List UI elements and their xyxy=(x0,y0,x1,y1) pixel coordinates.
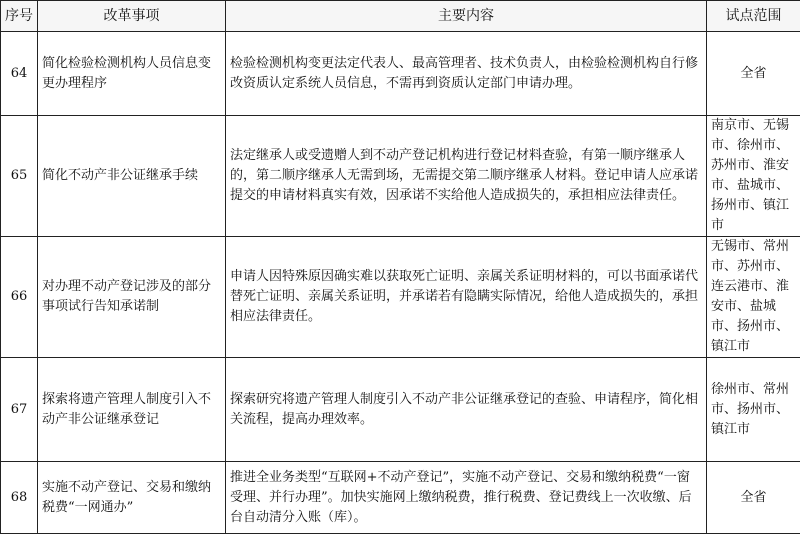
row-number: 67 xyxy=(1,358,38,462)
main-content: 检验检测机构变更法定代表人、最高管理者、技术负责人，由检验检测机构自行修改资质认定系统人员信息，不需再到资质认定部门申请办理。 xyxy=(226,32,707,116)
table-row xyxy=(1,237,800,358)
header-scope: 试点范围 xyxy=(707,1,800,32)
reform-item: 探索将遗产管理人制度引入不动产非公证继承登记 xyxy=(38,358,226,462)
main-content: 法定继承人或受遗赠人到不动产登记机构进行登记材料查验，有第一顺序继承人的，第二顺序继承人无需到场，无需提交第二顺序继承人材料。登记申请人应承诺提交的申请材料真实有效，因承诺不实给他人造成损失的，承担相应法律责任。 xyxy=(226,116,707,237)
main-content: 探索研究将遗产管理人制度引入不动产非公证继承登记的查验、申请程序，简化相关流程，提高办理效率。 xyxy=(226,358,707,462)
pilot-scope: 全省 xyxy=(707,462,800,534)
main-content: 申请人因特殊原因确实难以获取死亡证明、亲属关系证明材料的，可以书面承诺代替死亡证明、亲属关系证明，并承诺若有隐瞒实际情况，给他人造成损失的，承担相应法律责任。 xyxy=(226,237,707,358)
table-row xyxy=(1,32,800,116)
main-content: 推进全业务类型“互联网+不动产登记”，实施不动产登记、交易和缴纳税费“一窗受理、并行办理”。加快实施网上缴纳税费，推行税费、登记费线上一次收缴、后台自动清分入账（库）。 xyxy=(226,462,707,534)
table-row xyxy=(1,358,800,462)
table-header-row xyxy=(1,1,800,32)
row-number: 66 xyxy=(1,237,38,358)
pilot-scope: 无锡市、常州市、苏州市、连云港市、淮安市、盐城市、扬州市、镇江市 xyxy=(707,237,800,358)
reform-item: 实施不动产登记、交易和缴纳税费“一网通办” xyxy=(38,462,226,534)
pilot-scope: 徐州市、常州市、扬州市、镇江市 xyxy=(707,358,800,462)
pilot-scope: 全省 xyxy=(707,32,800,116)
pilot-scope: 南京市、无锡市、徐州市、苏州市、淮安市、盐城市、扬州市、镇江市 xyxy=(707,116,800,237)
table-row xyxy=(1,462,800,534)
header-item: 改革事项 xyxy=(38,1,226,32)
reform-item: 简化检验检测机构人员信息变更办理程序 xyxy=(38,32,226,116)
reform-item: 对办理不动产登记涉及的部分事项试行告知承诺制 xyxy=(38,237,226,358)
row-number: 68 xyxy=(1,462,38,534)
header-content: 主要内容 xyxy=(226,1,707,32)
row-number: 64 xyxy=(1,32,38,116)
header-no: 序号 xyxy=(1,1,38,32)
reform-item: 简化不动产非公证继承手续 xyxy=(38,116,226,237)
table-row xyxy=(1,116,800,237)
row-number: 65 xyxy=(1,116,38,237)
